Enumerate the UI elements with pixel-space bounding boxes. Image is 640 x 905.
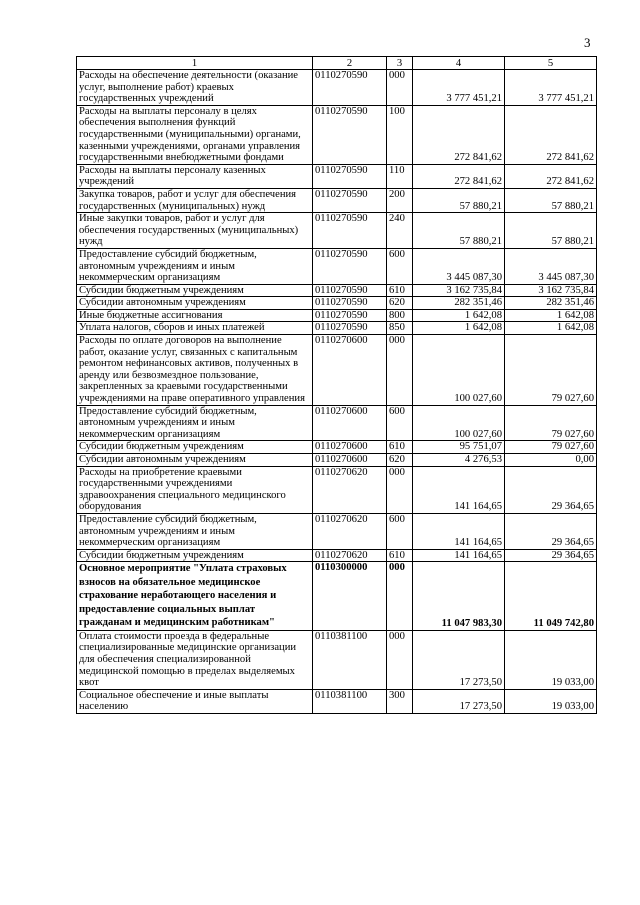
- row-code-cell: 0110270600: [313, 454, 387, 467]
- row-name-cell: Расходы на приобретение краевыми государственными учреждениями здравоохранения специального медицинского оборудования: [77, 466, 313, 513]
- row-value-col5-cell: 0,00: [505, 454, 597, 467]
- row-value-col4-cell: 100 027,60: [413, 335, 505, 406]
- budget-table: [76, 56, 597, 714]
- column-header: 1: [77, 57, 313, 70]
- row-value-col5-cell: 29 364,65: [505, 549, 597, 562]
- row-value-col4-cell: 1 642,08: [413, 309, 505, 322]
- row-value-col5-cell: 3 162 735,84: [505, 284, 597, 297]
- row-name-cell: Расходы по оплате договоров на выполнение работ, оказание услуг, связанных с капитальным ремонтом нефинансовых активов, полученных в аренду или безвозмездное пользование, закрепленных за краевыми государственными учреждениями на праве оперативного управления: [77, 335, 313, 406]
- row-type-cell: 620: [387, 454, 413, 467]
- row-value-col4-cell: 1 642,08: [413, 322, 505, 335]
- row-code-cell: 0110270590: [313, 297, 387, 310]
- row-value-col5-cell: 57 880,21: [505, 213, 597, 249]
- row-value-col4-cell: 17 273,50: [413, 689, 505, 713]
- table-row: [77, 466, 597, 513]
- row-name-cell: Субсидии автономным учреждениям: [77, 297, 313, 310]
- table-row: [77, 562, 597, 631]
- row-value-col5-cell: 29 364,65: [505, 466, 597, 513]
- row-code-cell: 0110270590: [313, 322, 387, 335]
- row-value-col4-cell: 4 276,53: [413, 454, 505, 467]
- row-value-col4-cell: 100 027,60: [413, 405, 505, 441]
- row-name-cell: Иные закупки товаров, работ и услуг для обеспечения государственных (муниципальных) нужд: [77, 213, 313, 249]
- column-header: 5: [505, 57, 597, 70]
- row-type-cell: 000: [387, 562, 413, 631]
- row-value-col5-cell: 3 445 087,30: [505, 248, 597, 284]
- row-code-cell: 0110270590: [313, 164, 387, 188]
- row-value-col5-cell: 282 351,46: [505, 297, 597, 310]
- row-name-cell: Субсидии бюджетным учреждениям: [77, 284, 313, 297]
- row-type-cell: 610: [387, 441, 413, 454]
- row-name-cell: Основное мероприятие "Уплата страховых взносов на обязательное медицинское страхование неработающего населения и предоставление социальных выплат гражданам и медицинским работникам": [77, 562, 313, 631]
- row-code-cell: 0110270600: [313, 335, 387, 406]
- table-row: [77, 248, 597, 284]
- table-row: [77, 513, 597, 549]
- row-code-cell: 0110270590: [313, 188, 387, 212]
- row-code-cell: 0110270620: [313, 466, 387, 513]
- table-row: [77, 309, 597, 322]
- row-value-col5-cell: 1 642,08: [505, 309, 597, 322]
- row-value-col5-cell: 79 027,60: [505, 335, 597, 406]
- row-value-col5-cell: 11 049 742,80: [505, 562, 597, 631]
- row-value-col4-cell: 3 162 735,84: [413, 284, 505, 297]
- row-name-cell: Субсидии бюджетным учреждениям: [77, 549, 313, 562]
- row-type-cell: 300: [387, 689, 413, 713]
- row-name-cell: Расходы на выплаты персоналу казенных учреждений: [77, 164, 313, 188]
- row-value-col4-cell: 141 164,65: [413, 549, 505, 562]
- row-name-cell: Закупка товаров, работ и услуг для обеспечения государственных (муниципальных) нужд: [77, 188, 313, 212]
- row-type-cell: 610: [387, 549, 413, 562]
- row-type-cell: 000: [387, 630, 413, 689]
- row-value-col4-cell: 141 164,65: [413, 513, 505, 549]
- table-row: [77, 322, 597, 335]
- table-row: [77, 689, 597, 713]
- row-name-cell: Предоставление субсидий бюджетным, автономным учреждениям и иным некоммерческим организациям: [77, 405, 313, 441]
- row-name-cell: Расходы на выплаты персоналу в целях обеспечения выполнения функций государственными (муниципальными) органами, казенными учреждениями, органами управления государственными внебюджетными фондами: [77, 105, 313, 164]
- row-type-cell: 600: [387, 513, 413, 549]
- row-code-cell: 0110270590: [313, 105, 387, 164]
- row-value-col4-cell: 272 841,62: [413, 164, 505, 188]
- row-type-cell: 110: [387, 164, 413, 188]
- column-header: 2: [313, 57, 387, 70]
- row-name-cell: Иные бюджетные ассигнования: [77, 309, 313, 322]
- row-type-cell: 610: [387, 284, 413, 297]
- row-value-col4-cell: 11 047 983,30: [413, 562, 505, 631]
- row-code-cell: 0110270590: [313, 70, 387, 106]
- row-name-cell: Предоставление субсидий бюджетным, автономным учреждениям и иным некоммерческим организациям: [77, 513, 313, 549]
- table-row: [77, 630, 597, 689]
- row-code-cell: 0110270590: [313, 284, 387, 297]
- row-type-cell: 600: [387, 248, 413, 284]
- row-type-cell: 000: [387, 70, 413, 106]
- row-value-col4-cell: 57 880,21: [413, 213, 505, 249]
- row-type-cell: 850: [387, 322, 413, 335]
- row-value-col4-cell: 272 841,62: [413, 105, 505, 164]
- row-name-cell: Расходы на обеспечение деятельности (оказание услуг, выполнение работ) краевых государственных учреждений: [77, 70, 313, 106]
- column-header: 4: [413, 57, 505, 70]
- table-row: [77, 164, 597, 188]
- row-code-cell: 0110381100: [313, 689, 387, 713]
- row-value-col4-cell: 282 351,46: [413, 297, 505, 310]
- table-row: [77, 405, 597, 441]
- row-code-cell: 0110270590: [313, 213, 387, 249]
- row-type-cell: 620: [387, 297, 413, 310]
- page-number: 3: [584, 35, 591, 50]
- row-value-col4-cell: 57 880,21: [413, 188, 505, 212]
- row-code-cell: 0110270590: [313, 248, 387, 284]
- row-value-col5-cell: 272 841,62: [505, 105, 597, 164]
- row-value-col4-cell: 3 445 087,30: [413, 248, 505, 284]
- row-code-cell: 0110270620: [313, 513, 387, 549]
- row-name-cell: Социальное обеспечение и иные выплаты населению: [77, 689, 313, 713]
- row-code-cell: 0110270590: [313, 309, 387, 322]
- row-type-cell: 000: [387, 335, 413, 406]
- table-row: [77, 549, 597, 562]
- row-value-col5-cell: 57 880,21: [505, 188, 597, 212]
- row-type-cell: 800: [387, 309, 413, 322]
- row-value-col4-cell: 3 777 451,21: [413, 70, 505, 106]
- table-row: [77, 454, 597, 467]
- row-code-cell: 0110300000: [313, 562, 387, 631]
- row-name-cell: Оплата стоимости проезда в федеральные специализированные медицинские организации для обеспечения специализированной медицинской помощью в пределах выделяемых квот: [77, 630, 313, 689]
- row-name-cell: Субсидии автономным учреждениям: [77, 454, 313, 467]
- row-code-cell: 0110270620: [313, 549, 387, 562]
- table-row: [77, 284, 597, 297]
- row-type-cell: 200: [387, 188, 413, 212]
- row-value-col5-cell: 79 027,60: [505, 405, 597, 441]
- row-type-cell: 240: [387, 213, 413, 249]
- table-row: [77, 297, 597, 310]
- table-row: [77, 213, 597, 249]
- row-value-col5-cell: 272 841,62: [505, 164, 597, 188]
- row-code-cell: 0110270600: [313, 405, 387, 441]
- row-name-cell: Предоставление субсидий бюджетным, автономным учреждениям и иным некоммерческим организациям: [77, 248, 313, 284]
- row-value-col5-cell: 29 364,65: [505, 513, 597, 549]
- row-name-cell: Уплата налогов, сборов и иных платежей: [77, 322, 313, 335]
- row-type-cell: 600: [387, 405, 413, 441]
- table-row: [77, 105, 597, 164]
- row-type-cell: 100: [387, 105, 413, 164]
- row-name-cell: Субсидии бюджетным учреждениям: [77, 441, 313, 454]
- table-row: [77, 335, 597, 406]
- table-row: [77, 441, 597, 454]
- row-code-cell: 0110381100: [313, 630, 387, 689]
- row-value-col4-cell: 141 164,65: [413, 466, 505, 513]
- row-value-col5-cell: 79 027,60: [505, 441, 597, 454]
- table-header-row: [77, 57, 597, 70]
- row-value-col4-cell: 17 273,50: [413, 630, 505, 689]
- table-row: [77, 70, 597, 106]
- row-value-col5-cell: 19 033,00: [505, 689, 597, 713]
- row-value-col5-cell: 19 033,00: [505, 630, 597, 689]
- column-header: 3: [387, 57, 413, 70]
- row-code-cell: 0110270600: [313, 441, 387, 454]
- row-type-cell: 000: [387, 466, 413, 513]
- row-value-col5-cell: 1 642,08: [505, 322, 597, 335]
- row-value-col4-cell: 95 751,07: [413, 441, 505, 454]
- row-value-col5-cell: 3 777 451,21: [505, 70, 597, 106]
- table-row: [77, 188, 597, 212]
